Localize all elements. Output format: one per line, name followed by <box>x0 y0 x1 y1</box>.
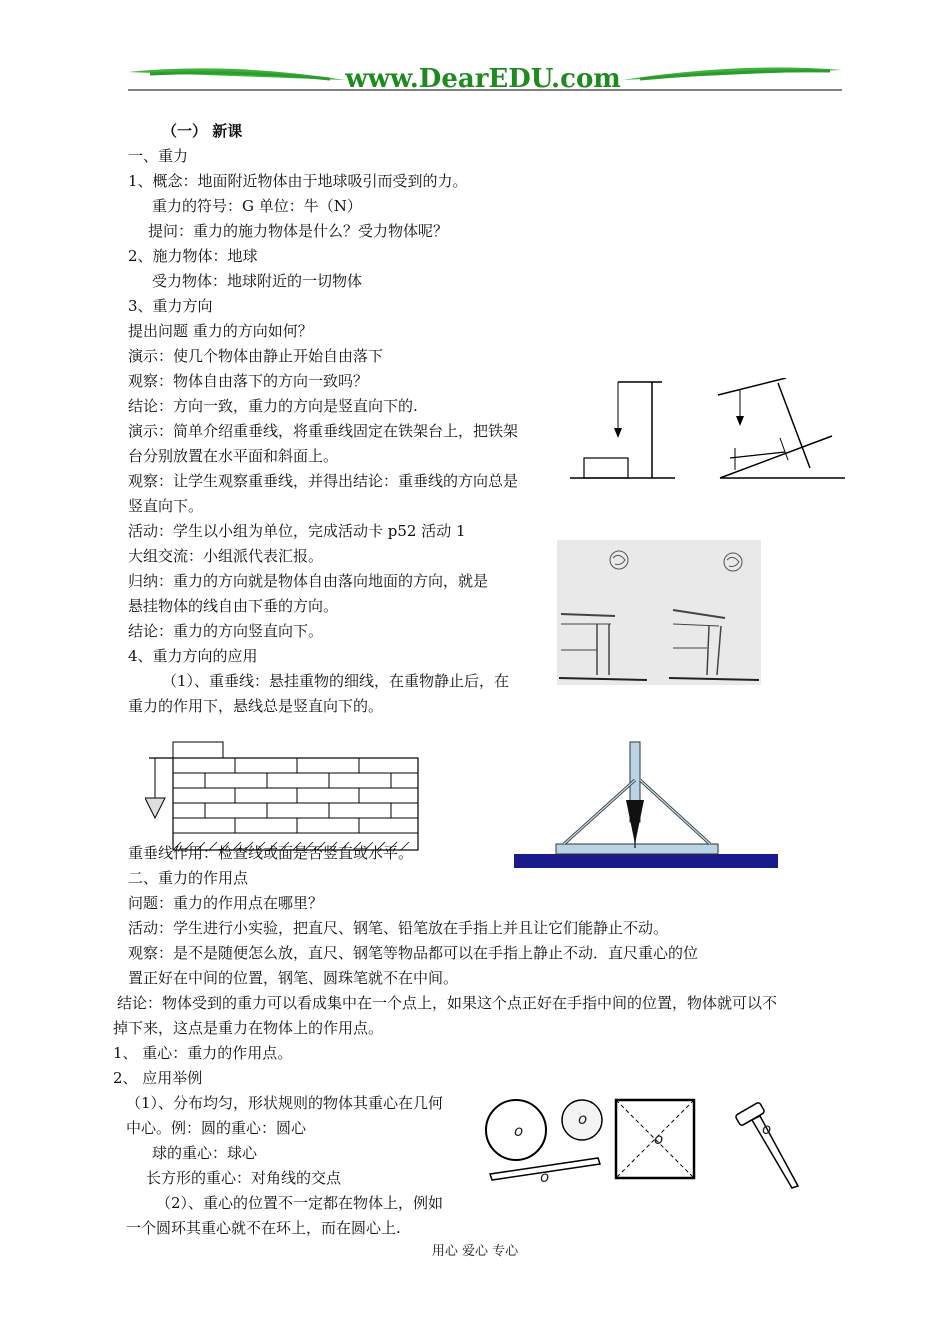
text-line: 观察：让学生观察重垂线，并得出结论：重垂线的方向总是 <box>128 472 519 490</box>
text-line: 置正好在中间的位置，钢笔、圆珠笔就不在中间。 <box>128 969 459 987</box>
figure-brick-wall <box>145 740 425 852</box>
text-line: 提出问题 重力的方向如何？ <box>128 322 313 340</box>
text-line: 3、重力方向 <box>128 297 213 315</box>
text-line: 演示：简单介绍重垂线，将重垂线固定在铁架台上，把铁架 <box>128 422 519 440</box>
text-line: 问题：重力的作用点在哪里？ <box>128 894 324 912</box>
header-banner <box>0 0 950 100</box>
figure-level-tool <box>512 740 782 870</box>
text-line: 大组交流：小组派代表汇报。 <box>128 547 324 565</box>
text-line: （1）、分布均匀，形状规则的物体其重心在几何 <box>126 1094 444 1112</box>
text-line: 结论：物体受到的重力可以看成集中在一个点上，如果这个点正好在手指中间的位置，物体就可以不 <box>117 994 778 1012</box>
text-line: 重垂线作用：检查线或面是否竖直或水平。 <box>128 844 414 862</box>
text-line: 悬挂物体的线自由下垂的方向。 <box>128 597 339 615</box>
text-line: 2、施力物体：地球 <box>128 247 258 265</box>
hammer-center-label: o <box>762 1120 772 1138</box>
section-title: （一） 新课 <box>162 122 243 140</box>
text-line: 结论：方向一致，重力的方向是竖直向下的. <box>128 397 418 415</box>
figure-centers-of-gravity <box>482 1088 812 1198</box>
text-line: 2、 应用举例 <box>113 1069 203 1087</box>
text-line: 球的重心：球心 <box>152 1144 258 1162</box>
text-line: 受力物体：地球附近的一切物体 <box>152 272 363 290</box>
text-line: 活动：学生以小组为单位，完成活动卡 p52 活动 1 <box>128 522 466 540</box>
heading-gravity: 一、重力 <box>128 147 189 165</box>
shape-hammer-head <box>735 1102 765 1126</box>
text-line: 台分别放置在水平面和斜面上。 <box>128 447 339 465</box>
text-line: 4、重力方向的应用 <box>128 647 258 665</box>
text-line: 竖直向下。 <box>128 497 204 515</box>
text-line: 演示：使几个物体由静止开始自由落下 <box>128 347 384 365</box>
text-line: 提问：重力的施力物体是什么？受力物体呢？ <box>148 222 449 240</box>
text-line: 重力的作用下，悬线总是竖直向下的。 <box>128 697 384 715</box>
text-line: 1、 重心：重力的作用点。 <box>113 1044 293 1062</box>
text-line: 1、概念：地面附近物体由于地球吸引而受到的力。 <box>128 172 468 190</box>
figure-plumb-stand <box>570 378 850 488</box>
ball-center-label: o <box>578 1110 588 1128</box>
text-line: 结论：重力的方向竖直向下。 <box>128 622 324 640</box>
page-footer: 用心 爱心 专心 <box>431 1244 519 1259</box>
text-line: 重力的符号：G 单位：牛（N） <box>152 197 362 215</box>
header-site: www.DearEDU.com <box>345 64 621 94</box>
rectangle-center-label: o <box>654 1130 664 1148</box>
figure-photo-plumb-check <box>557 540 761 685</box>
shape-hammer-handle <box>752 1116 798 1188</box>
text-line: （2）、重心的位置不一定都在物体上，例如 <box>156 1194 444 1212</box>
text-line: 观察：是不是随便怎么放，直尺、钢笔等物品都可以在手指上静止不动．直尺重心的位 <box>128 944 699 962</box>
text-line: 长方形的重心：对角线的交点 <box>146 1169 342 1187</box>
circle-center-label: o <box>514 1122 524 1140</box>
text-line: （1）、重垂线：悬挂重物的细线，在重物静止后，在 <box>162 672 510 690</box>
rod-center-label: o <box>540 1168 550 1186</box>
heading-point-of-action: 二、重力的作用点 <box>128 869 249 887</box>
text-line: 观察：物体自由落下的方向一致吗？ <box>128 372 369 390</box>
text-line: 掉下来，这点是重力在物体上的作用点。 <box>113 1019 384 1037</box>
text-line: 一个圆环其重心就不在环上，而在圆心上. <box>126 1219 401 1237</box>
text-line: 中心。例：圆的重心：圆心 <box>126 1119 307 1137</box>
text-line: 归纳：重力的方向就是物体自由落向地面的方向，就是 <box>128 572 489 590</box>
text-line: 活动：学生进行小实验，把直尺、钢笔、铅笔放在手指上并且让它们能静止不动。 <box>128 919 669 937</box>
